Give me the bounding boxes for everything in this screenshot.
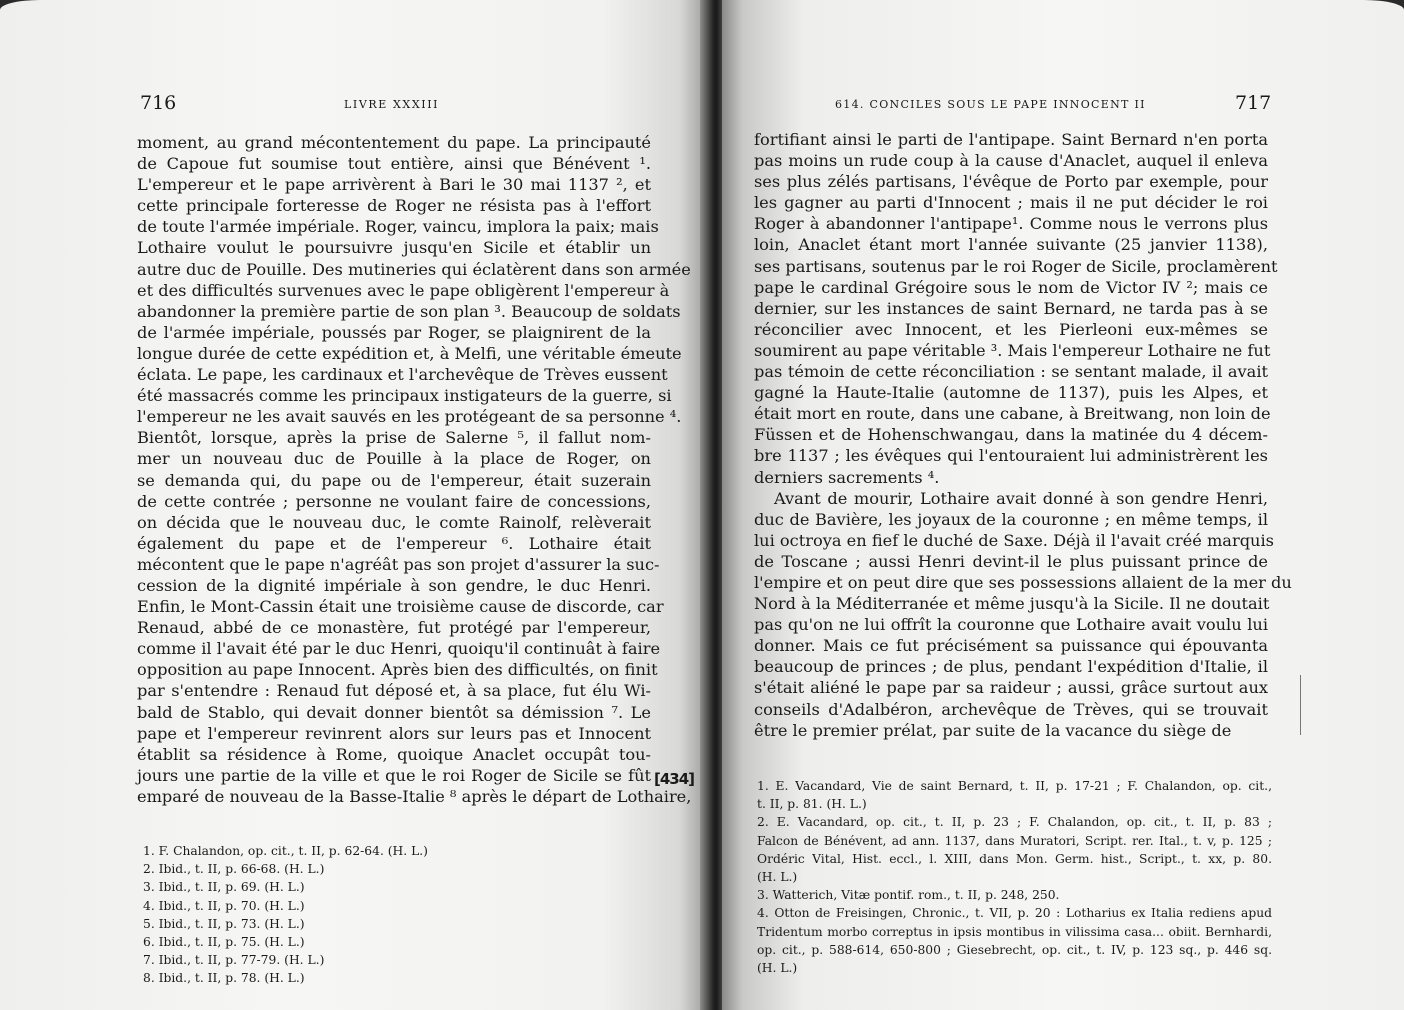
footnote-line: 8. Ibid., t. II, p. 78. (H. L.) xyxy=(143,971,305,986)
text-line: s'était aliéné le pape par sa raideur ; aussi, grâce surtout aux xyxy=(754,678,1268,698)
text-line: bald de Stablo, qui devait donner bientôt sa démission ⁷. Le xyxy=(137,702,651,722)
text-line: duc de Bavière, les joyaux de la couronne ; en même temps, il xyxy=(754,509,1268,529)
body-text xyxy=(754,129,1292,741)
text-line: donner. Mais ce fut précisément sa puissance qui épouvanta xyxy=(754,636,1268,656)
text-line: abandonner la première partie de son plan ³. Beaucoup de soldats xyxy=(137,301,681,321)
text-line: et des difficultés survenues avec le pape obligèrent l'empereur à xyxy=(137,280,670,300)
text-line: loin, Anaclet étant mort l'année suivante (25 janvier 1138), xyxy=(754,235,1268,255)
text-line: ses partisans, soutenus par le roi Roger de Sicile, proclamèrent xyxy=(754,256,1278,276)
footnote-line: (H. L.) xyxy=(757,870,798,885)
text-line: dernier, sur les instances de saint Bernard, ne tarda pas à se xyxy=(754,298,1268,318)
text-line: de Toscane ; aussi Henri devint-il le plus puissant prince de xyxy=(754,551,1268,571)
running-head: 614. CONCILES SOUS LE PAPE INNOCENT II xyxy=(835,98,1146,111)
text-line: jours une partie de la ville et que le roi Roger de Sicile se fût xyxy=(137,765,651,785)
text-line: de toute l'armée impériale. Roger, vaincu, implora la paix; mais xyxy=(137,217,659,237)
footnote-line: Falcon de Bénévent, ad ann. 1137, dans Muratori, Script. rer. Ital., t. v, p. 125 ; xyxy=(757,833,1272,848)
text-line: pas qu'on ne lui offrît la couronne que Lothaire avait voulu lui xyxy=(754,615,1268,635)
text-line: établit sa résidence à Rome, quoique Anaclet occupât tou- xyxy=(137,744,651,764)
footnote-line: 5. Ibid., t. II, p. 73. (H. L.) xyxy=(143,916,305,931)
footnote-line: t. II, p. 81. (H. L.) xyxy=(757,797,867,812)
text-line: cession de la dignité impériale à son gendre, le duc Henri. xyxy=(137,575,651,595)
footnote-line: op. cit., p. 588-614, 650-800 ; Giesebrecht, op. cit., t. IV, p. 123 sq., p. 446 sq. xyxy=(757,942,1272,957)
text-line: également du pape et de l'empereur ⁶. Lothaire était xyxy=(137,533,651,553)
text-line: être le premier prélat, par suite de la vacance du siège de xyxy=(754,720,1232,740)
margin-page-reference: [434] xyxy=(654,770,695,788)
text-line: Nord à la Méditerranée et même jusqu'à la Sicile. Il ne doutait xyxy=(754,594,1270,614)
footnote-line: 2. Ibid., t. II, p. 66-68. (H. L.) xyxy=(143,862,325,877)
text-line: se demanda qui, du pape ou de l'empereur, était suzerain xyxy=(137,470,651,490)
text-line: de Capoue fut soumise tout entière, ainsi que Bénévent ¹. xyxy=(137,154,651,174)
text-line: l'empereur ne les avait sauvés en les protégeant de sa personne ⁴. xyxy=(137,407,682,427)
text-line: Lothaire voulut le poursuivre jusqu'en Sicile et établir un xyxy=(137,238,651,258)
text-line: longue durée de cette expédition et, à Melfi, une véritable émeute xyxy=(137,343,682,363)
text-line: éclata. Le pape, les cardinaux et l'archevêque de Trèves eussent xyxy=(137,365,668,385)
margin-mark xyxy=(1300,675,1301,735)
text-line: été massacrés comme les principaux instigateurs de la guerre, si xyxy=(137,386,672,406)
text-line: autre duc de Pouille. Des mutineries qui éclatèrent dans son armée xyxy=(137,259,691,279)
text-line: Enfin, le Mont-Cassin était une troisième cause de discorde, car xyxy=(137,597,664,617)
text-line: mer un nouveau duc de Pouille à la place de Roger, on xyxy=(137,449,651,469)
text-line: fortifiant ainsi le parti de l'antipape. Saint Bernard n'en porta xyxy=(754,130,1268,149)
text-line: cette principale forteresse de Roger ne résista pas à l'effort xyxy=(137,196,651,216)
text-line: emparé de nouveau de la Basse-Italie ⁸ après le départ de Lothaire, xyxy=(137,786,692,806)
text-line: opposition au pape Innocent. Après bien des difficultés, on finit xyxy=(137,660,658,680)
footnotes xyxy=(143,842,563,988)
text-line: L'empereur et le pape arrivèrent à Bari le 30 mai 1137 ², et xyxy=(137,175,651,195)
text-line: on décida que le nouveau duc, le comte Rainolf, relèverait xyxy=(137,512,651,532)
footnotes xyxy=(757,777,1272,977)
text-line: Roger à abandonner l'antipape¹. Comme nous le verrons plus xyxy=(754,214,1268,234)
text-line: conseils d'Adalbéron, archevêque de Trèves, qui se trouvait xyxy=(754,699,1268,719)
text-line: de l'armée impériale, poussés par Roger, se plaignirent de la xyxy=(137,322,651,342)
footnote-line: Ordéric Vital, Hist. eccl., l. XIII, dans Mon. Germ. hist., Script., t. xx, p. 80. xyxy=(757,851,1272,866)
text-line: lui octroya en fief le duché de Saxe. Déjà il l'avait créé marquis xyxy=(754,530,1274,550)
footnote-line: 2. E. Vacandard, op. cit., t. II, p. 23 ; F. Chalandon, op. cit., t. II, p. 83 ; xyxy=(757,815,1272,830)
text-line: pas moins un rude coup à la cause d'Anaclet, auquel il enleva xyxy=(754,151,1268,171)
text-line: ses plus zélés partisans, l'évêque de Porto par exemple, pour xyxy=(754,172,1268,192)
text-line: beaucoup de princes ; de plus, pendant l'expédition d'Italie, il xyxy=(754,657,1268,677)
footnote-line: 7. Ibid., t. II, p. 77-79. (H. L.) xyxy=(143,953,325,968)
text-line: Renaud, abbé de ce monastère, fut protégé par l'empereur, xyxy=(137,618,651,638)
text-line: de cette contrée ; personne ne voulant faire de concessions, xyxy=(137,491,651,511)
text-line: pape et l'empereur revinrent alors sur leurs pas et Innocent xyxy=(137,723,651,743)
text-line: Bientôt, lorsque, après la prise de Salerne ⁵, il fallut nom- xyxy=(137,428,651,448)
footnote-line: 4. Ibid., t. II, p. 70. (H. L.) xyxy=(143,898,305,913)
text-line: par s'entendre : Renaud fut déposé et, à sa place, fut élu Wi- xyxy=(137,681,651,701)
text-line: les gagner au parti d'Innocent ; mais il ne put décider le roi xyxy=(754,193,1268,213)
text-line: pas témoin de cette réconciliation : se sentant malade, il avait xyxy=(754,362,1268,382)
text-line: mécontent que le pape n'agréât pas son projet d'assurer la suc- xyxy=(137,554,660,574)
text-line: pape le cardinal Grégoire sous le nom de Victor IV ²; mais ce xyxy=(754,277,1268,297)
text-line: réconcilier avec Innocent, et les Pierleoni eux-mêmes se xyxy=(754,319,1268,339)
text-line: bre 1137 ; les évêques qui l'entouraient lui administrèrent les xyxy=(754,446,1268,466)
text-line: comme il l'avait été par le duc Henri, quoiqu'il continuât à faire xyxy=(137,639,661,659)
right-page xyxy=(722,0,1404,1010)
running-head: LIVRE XXXIII xyxy=(344,98,440,111)
page-number: 716 xyxy=(140,92,177,114)
text-line: Avant de mourir, Lothaire avait donné à son gendre Henri, xyxy=(774,488,1268,508)
footnote-line: 4. Otton de Freisingen, Chronic., t. VII, p. 20 : Lotharius ex Italia rediens apud xyxy=(757,906,1272,921)
text-line: l'empire et on peut dire que ses possessions allaient de la mer du xyxy=(754,572,1292,592)
footnote-line: 3. Ibid., t. II, p. 69. (H. L.) xyxy=(143,880,305,895)
page-number: 717 xyxy=(1235,92,1272,114)
footnote-line: (H. L.) xyxy=(757,961,798,976)
footnote-line: 1. F. Chalandon, op. cit., t. II, p. 62-64. (H. L.) xyxy=(143,844,428,858)
footnote-line: 1. E. Vacandard, Vie de saint Bernard, t. II, p. 17-21 ; F. Chalandon, op. cit., xyxy=(757,779,1272,793)
text-line: était mort en route, dans une cabane, à Breitwang, non loin de xyxy=(754,404,1271,424)
footnote-line: 6. Ibid., t. II, p. 75. (H. L.) xyxy=(143,935,305,950)
text-line: gagné la Haute-Italie (automne de 1137), puis les Alpes, et xyxy=(754,383,1268,403)
footnote-line: 3. Watterich, Vitæ pontif. rom., t. II, p. 248, 250. xyxy=(757,888,1060,903)
text-line: derniers sacrements ⁴. xyxy=(754,467,940,487)
text-line: Füssen et de Hohenschwangau, dans la matinée du 4 décem- xyxy=(754,425,1268,445)
text-line: soumirent au pape véritable ³. Mais l'empereur Lothaire ne fut xyxy=(754,340,1271,360)
text-line: moment, au grand mécontentement du pape. La principauté xyxy=(137,133,651,152)
footnote-line: Tridentum morbo correptus in ipsis montibus in vilissima casa... obiit. Bernhardi, xyxy=(757,924,1272,939)
